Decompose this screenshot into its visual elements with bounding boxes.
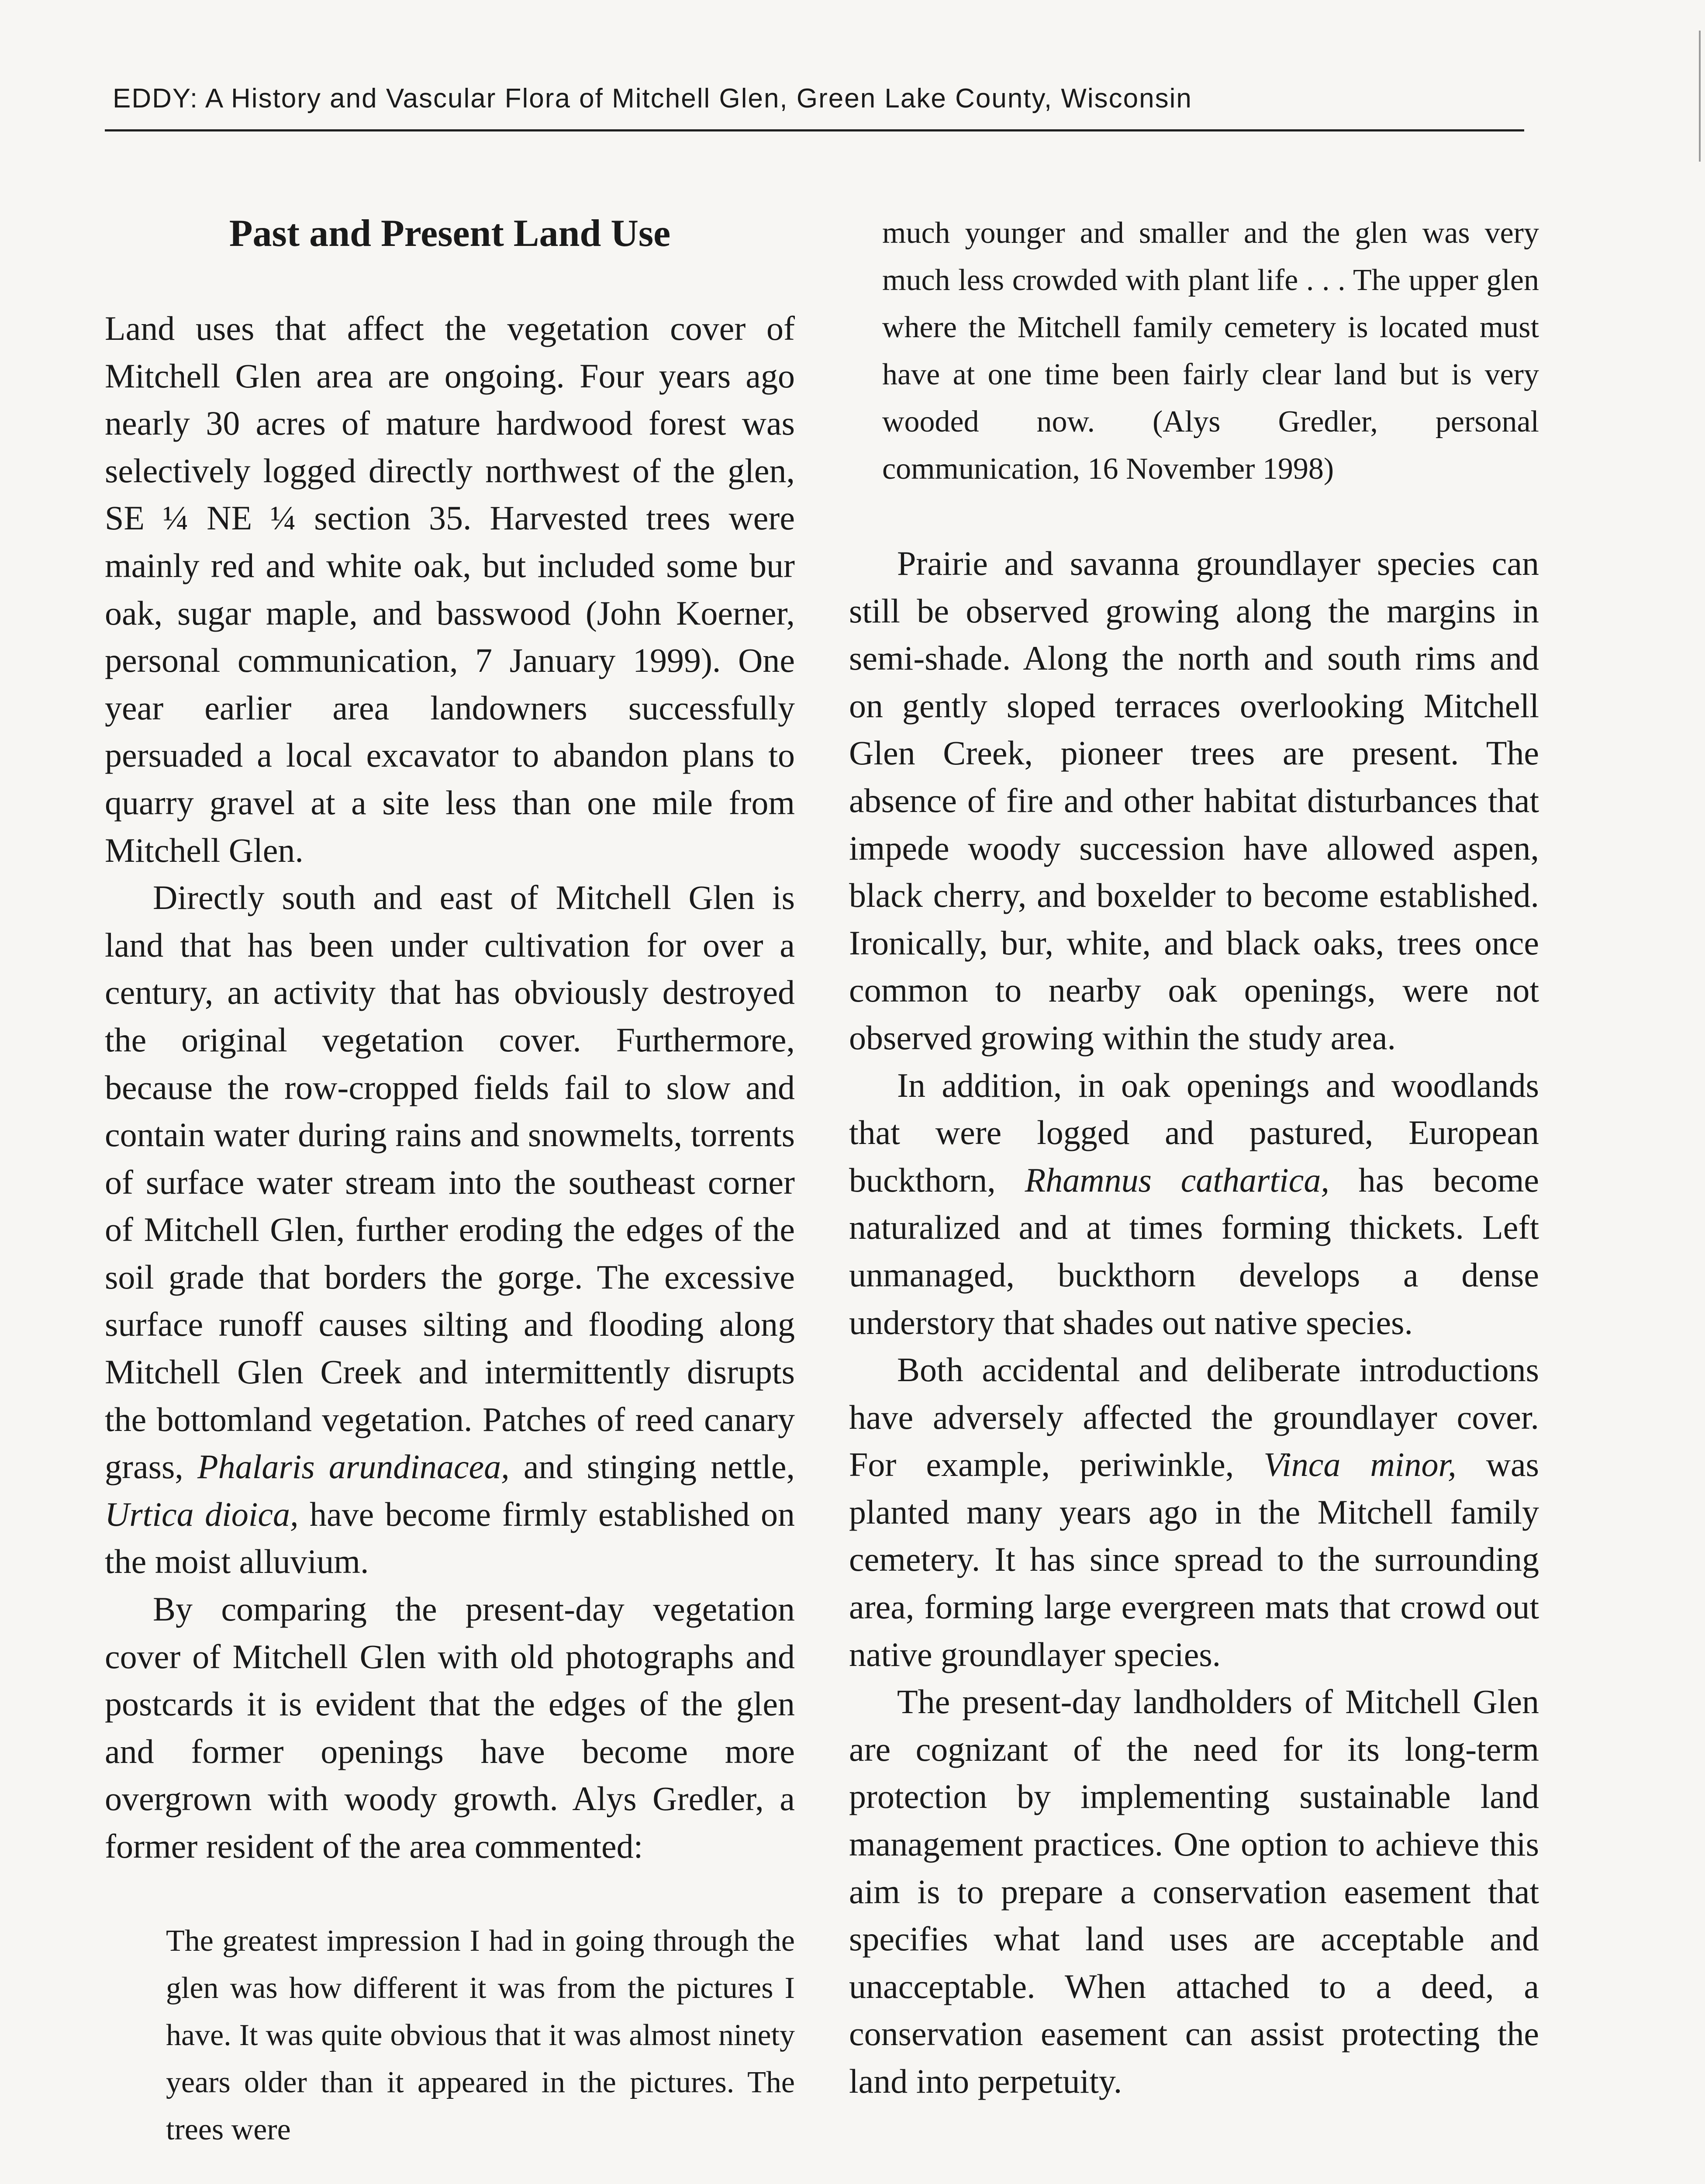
spacer <box>849 493 1539 540</box>
paragraph-cultivation-text: Directly south and east of Mitchell Glen is land that has been under cultivation for over a century, an activity that has obviously destroyed the original vegetation cover. Furthermore, because the row-cropped fields fail to slow and contain water during rains and snowmelts, torrents of surface water stream into the southeast corner of Mitchell Glen, further eroding the edges of the soil grade that borders the gorge. The excessive surface runoff causes silting and flooding along Mitchell Glen Creek and intermittently disrupts the bottomland vegetation. Patches of reed canary grass, <box>105 878 795 1486</box>
paragraph-introductions <box>849 1346 1539 1678</box>
right-column <box>849 210 1539 2105</box>
scan-edge-mark <box>1699 31 1701 162</box>
section-title: Past and Present Land Use <box>229 212 671 255</box>
species-rhamnus: Rhamnus cathartica, <box>1025 1161 1329 1199</box>
block-quote-continued <box>849 210 1539 493</box>
paragraph-prairie: Prairie and savanna groundlayer species can still be observed growing along the margins in semi-shade. Along the north and south rims and on gently sloped terraces overlooking Mitchell Glen Creek, pioneer trees are present. The absence of fire and other habitat disturbances that impede woody succession have allowed aspen, black cherry, and boxelder to become established. Ironically, bur, white, and black oaks, trees once common to nearby oak openings, were not observed growing within the study area. <box>849 544 1539 1057</box>
paragraph-buckthorn <box>849 1062 1539 1347</box>
paragraph-buckthorn-text: In addition, in oak openings and woodlands that were logged and pastured, European buckthorn, <box>849 1066 1539 1199</box>
running-head: EDDY: A History and Vascular Flora of Mitchell Glen, Green Lake County, Wisconsin <box>113 83 1192 114</box>
paragraph-cultivation-text-end: have become firmly established on the moist alluvium. <box>105 1495 795 1581</box>
species-urtica: Urtica dioica, <box>105 1495 299 1533</box>
spacer <box>105 1870 795 1918</box>
paragraph-cultivation <box>105 874 795 1586</box>
paragraph-cultivation-text-mid: and stinging nettle, <box>509 1448 795 1486</box>
paragraph-landholders: The present-day landholders of Mitchell Glen are cognizant of the need for its long-term protection by implementing sustainable land management practices. One option to achieve this aim is to prepare a conservation easement that specifies what land uses are acceptable and unacceptable. When attached to a deed, a conservation easement can assist protecting the land into perpetuity. <box>849 1683 1539 2100</box>
block-quote-text: The greatest impression I had in going through the glen was how different it was from the pictures I have. It was quite obvious that it was almost ninety years older than it appeared in the pictures. The trees were <box>166 1924 795 2146</box>
paragraph-buckthorn-text-end: has become naturalized and at times forming thickets. Left unmanaged, buckthorn develops a dense understory that shades out native species. <box>849 1161 1539 1341</box>
block-quote <box>105 1918 795 2153</box>
paragraph-photographs: By comparing the present-day vegetation cover of Mitchell Glen with old photographs and postcards it is evident that the edges of the glen and former openings have become more overgrown with woody growth. Alys Gredler, a former resident of the area commented: <box>105 1590 795 1865</box>
paragraph-introductions-text-end: was planted many years ago in the Mitchell family cemetery. It has since spread to the surrounding area, forming large evergreen mats that crowd out native groundlayer species. <box>849 1445 1539 1673</box>
species-vinca: Vinca minor, <box>1263 1445 1456 1484</box>
header-rule <box>105 129 1524 131</box>
species-phalaris: Phalaris arundinacea, <box>197 1448 510 1486</box>
paragraph-land-uses: Land uses that affect the vegetation cover of Mitchell Glen area are ongoing. Four years ago nearly 30 acres of mature hardwood forest was selectively logged directly northwest of the glen, SE ¼ NE ¼ section 35. Harvested trees were mainly red and white oak, but included some bur oak, sugar maple, and basswood (John Koerner, personal communication, 7 January 1999). One year earlier area landowners successfully persuaded a local excavator to abandon plans to quarry gravel at a site less than one mile from Mitchell Glen. <box>105 309 795 869</box>
left-column <box>105 210 795 2153</box>
paragraph-introductions-text: Both accidental and deliberate introductions have adversely affected the groundlayer cover. For example, periwinkle, <box>849 1351 1539 1484</box>
block-quote-continued-text: much younger and smaller and the glen was very much less crowded with plant life . . . The upper glen where the Mitchell family cemetery is located must have at one time been fairly clear land but is very wooded now. (Alys Gredler, personal communication, 16 November 1998) <box>882 216 1539 486</box>
